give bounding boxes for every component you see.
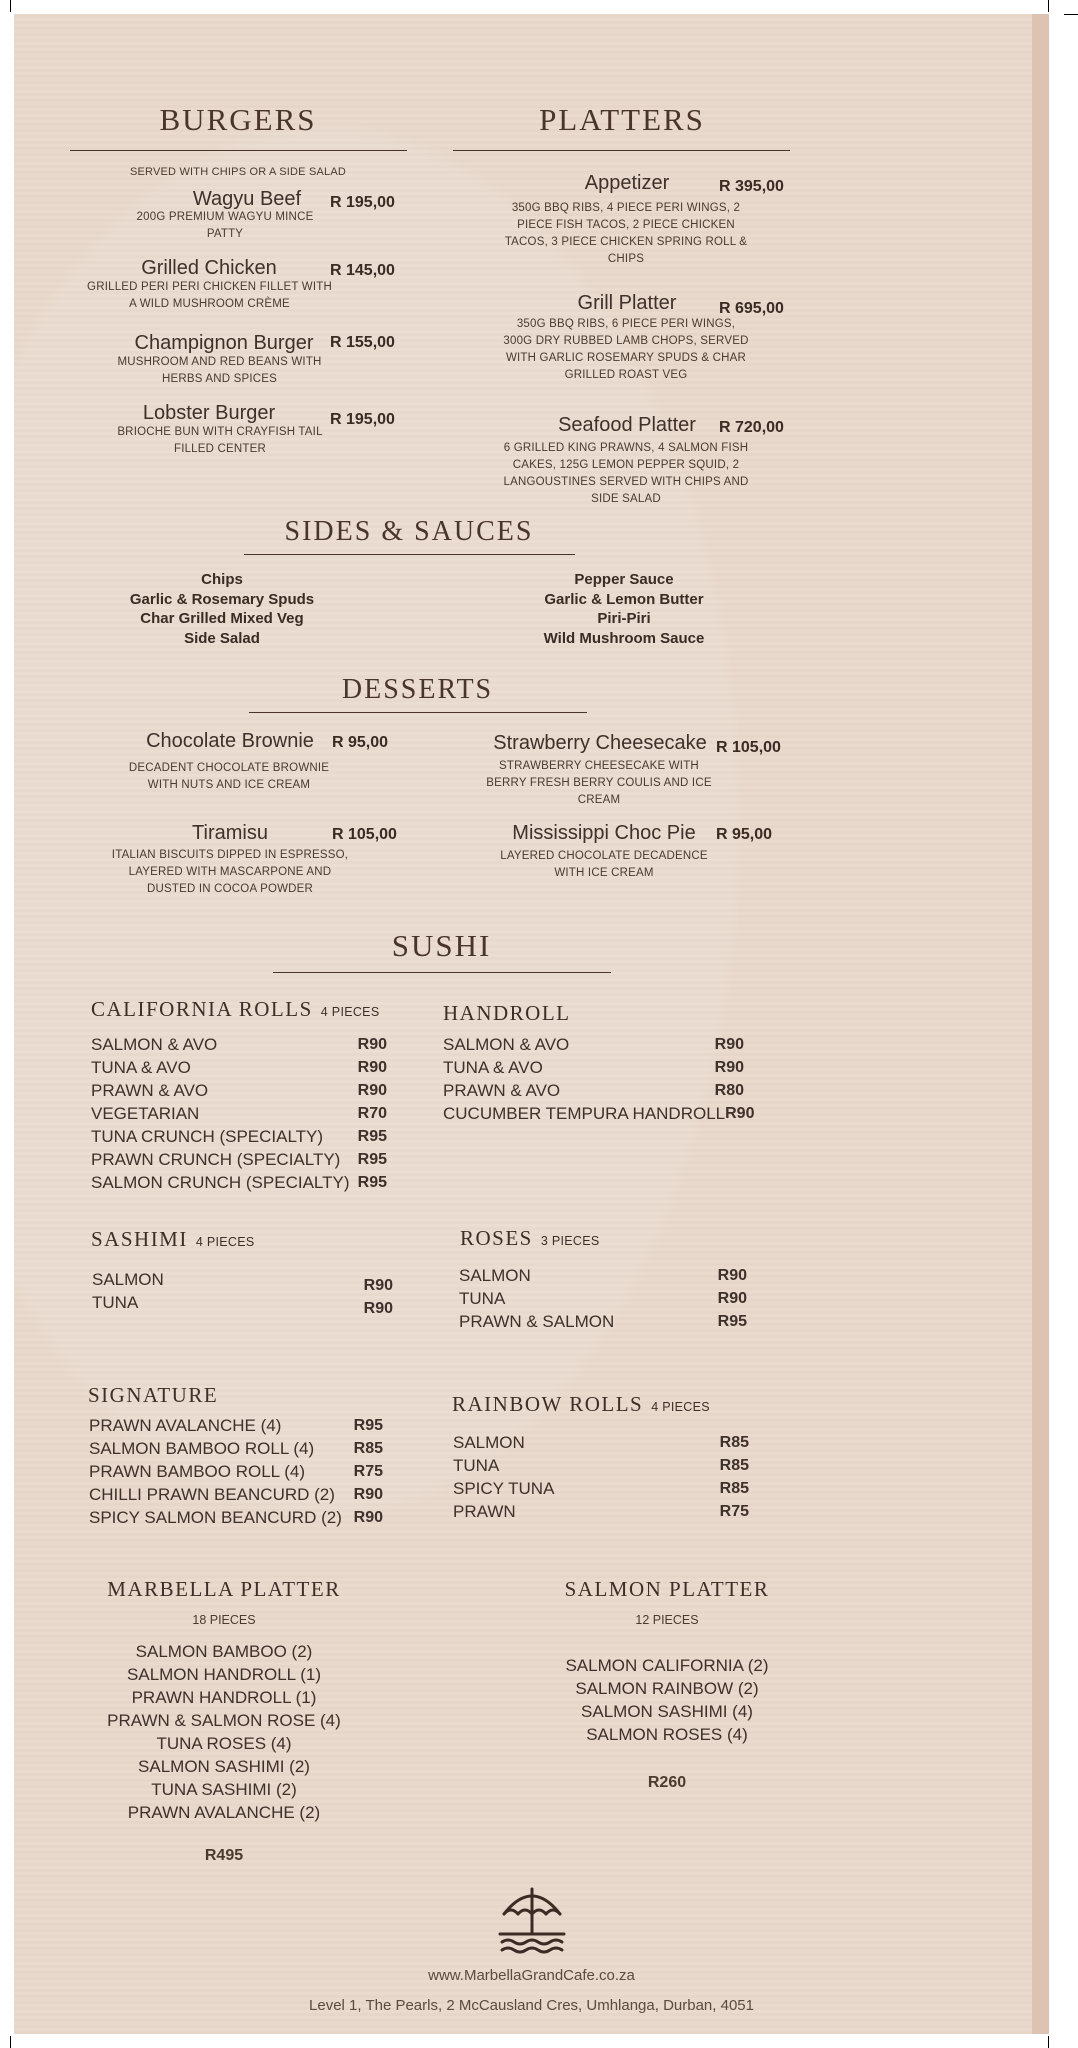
list-item: TUNA ROSES (4) bbox=[156, 1734, 292, 1753]
salmon-platter-heading bbox=[565, 1577, 770, 1602]
list-item bbox=[91, 1079, 387, 1102]
california-rolls-heading bbox=[91, 997, 379, 1022]
item-name: SALMON bbox=[459, 1266, 531, 1285]
item-name: CHILLI PRAWN BEANCURD (2) bbox=[89, 1485, 335, 1504]
item-name: TUNA & AVO bbox=[443, 1058, 543, 1077]
item-price: R90 bbox=[717, 1267, 747, 1284]
marbella-platter-price: R495 bbox=[204, 1847, 244, 1864]
dessert-item-desc: LAYERED CHOCOLATE DECADENCE WITH ICE CREAM bbox=[500, 850, 708, 879]
list-item bbox=[89, 1437, 383, 1460]
marbella-platter-pieces: 18 PIECES bbox=[192, 1613, 256, 1627]
dessert-item-name: Tiramisu bbox=[192, 822, 268, 844]
list-item bbox=[459, 1264, 747, 1287]
list-item bbox=[91, 1102, 387, 1125]
roses-heading bbox=[460, 1226, 600, 1251]
sauce-item: Garlic & Lemon Butter bbox=[544, 590, 704, 608]
platter-item-price: R 695,00 bbox=[719, 300, 784, 317]
item-name: TUNA bbox=[92, 1293, 139, 1312]
dessert-item-price: R 105,00 bbox=[332, 826, 397, 843]
sashimi-pieces: 4 PIECES bbox=[195, 1235, 255, 1249]
rainbow-rolls-pieces: 4 PIECES bbox=[651, 1400, 710, 1414]
item-price: R80 bbox=[714, 1082, 744, 1099]
signature-list bbox=[89, 1414, 383, 1529]
list-item: TUNA SASHIMI (2) bbox=[151, 1780, 297, 1799]
item-price: R90 bbox=[357, 1059, 387, 1076]
sauces-list bbox=[504, 570, 744, 648]
item-name: VEGETARIAN bbox=[91, 1104, 200, 1123]
list-item bbox=[443, 1033, 744, 1056]
footer-address: Level 1, The Pearls, 2 McCausland Cres, Umhlanga, Durban, 4051 bbox=[309, 1997, 754, 2014]
item-name: PRAWN CRUNCH (SPECIALTY) bbox=[91, 1150, 341, 1169]
item-name: SALMON & AVO bbox=[443, 1035, 570, 1054]
platters-title: PLATTERS bbox=[539, 102, 705, 137]
item-price: R85 bbox=[719, 1434, 749, 1451]
california-rolls-list bbox=[91, 1033, 387, 1194]
dessert-item-desc: DECADENT CHOCOLATE BROWNIE WITH NUTS AND ICE CREAM bbox=[128, 762, 330, 791]
salmon-platter-pieces: 12 PIECES bbox=[635, 1613, 699, 1627]
list-item bbox=[443, 1079, 744, 1102]
burgers-rule bbox=[70, 150, 407, 151]
list-item bbox=[89, 1414, 383, 1437]
sides-rule bbox=[244, 554, 575, 555]
dessert-item-desc: STRAWBERRY CHEESECAKE WITH BERRY FRESH BERRY COULIS AND ICE CREAM bbox=[486, 760, 712, 806]
sides-list bbox=[112, 570, 332, 648]
item-name: PRAWN AVALANCHE (4) bbox=[89, 1416, 282, 1435]
burger-item-name: Champignon Burger bbox=[134, 332, 314, 354]
item-price: R95 bbox=[353, 1417, 383, 1434]
list-item bbox=[89, 1506, 383, 1529]
sauce-item: Pepper Sauce bbox=[574, 571, 674, 588]
side-item: Chips bbox=[201, 571, 243, 588]
list-item: SALMON RAINBOW (2) bbox=[575, 1679, 759, 1698]
item-price: R90 bbox=[725, 1105, 755, 1122]
burger-item-name: Wagyu Beef bbox=[192, 188, 302, 210]
dessert-item-price: R 95,00 bbox=[332, 734, 389, 751]
platters-rule bbox=[453, 150, 790, 151]
california-rolls-pieces: 4 PIECES bbox=[320, 1005, 380, 1019]
dessert-item-name: Chocolate Brownie bbox=[146, 730, 314, 752]
list-item: SALMON HANDROLL (1) bbox=[127, 1665, 321, 1684]
list-item bbox=[453, 1454, 749, 1477]
item-price: R75 bbox=[719, 1503, 749, 1520]
footer-website: www.MarbellaGrandCafe.co.za bbox=[428, 1967, 635, 1984]
sauce-item: Piri-Piri bbox=[597, 610, 651, 627]
salmon-platter-title: SALMON PLATTER bbox=[564, 1577, 770, 1601]
platter-item-name: Seafood Platter bbox=[558, 414, 696, 436]
burger-item-desc: GRILLED PERI PERI CHICKEN FILLET WITH A WILD MUSHROOM CRÈME bbox=[87, 281, 332, 310]
burger-item-desc: 200G PREMIUM WAGYU MINCE PATTY bbox=[136, 211, 314, 240]
list-item bbox=[453, 1431, 749, 1454]
list-item bbox=[459, 1310, 747, 1333]
item-name: TUNA CRUNCH (SPECIALTY) bbox=[91, 1127, 324, 1146]
list-item: PRAWN AVALANCHE (2) bbox=[127, 1803, 321, 1822]
burger-item-price: R 155,00 bbox=[330, 334, 395, 351]
dessert-item-name: Strawberry Cheesecake bbox=[493, 732, 707, 754]
dessert-item-price: R 95,00 bbox=[716, 826, 773, 843]
list-item bbox=[459, 1287, 747, 1310]
item-name: SALMON CRUNCH (SPECIALTY) bbox=[91, 1173, 350, 1192]
crop-mark bbox=[1048, 0, 1049, 12]
list-item bbox=[91, 1171, 387, 1194]
rainbow-rolls-heading bbox=[452, 1392, 710, 1417]
item-price: R90 bbox=[353, 1486, 383, 1503]
sashimi-list bbox=[92, 1268, 393, 1317]
burger-item-name: Grilled Chicken bbox=[141, 257, 277, 279]
item-name: SALMON bbox=[453, 1433, 525, 1452]
item-price: R85 bbox=[719, 1457, 749, 1474]
list-item bbox=[443, 1102, 755, 1125]
burger-item-price: R 195,00 bbox=[330, 411, 395, 428]
page-edge-strip bbox=[1032, 14, 1049, 2034]
list-item bbox=[453, 1477, 749, 1500]
list-item bbox=[91, 1056, 387, 1079]
item-name: CUCUMBER TEMPURA HANDROLL bbox=[443, 1104, 726, 1123]
list-item: SALMON SASHIMI (4) bbox=[581, 1702, 753, 1721]
list-item bbox=[91, 1033, 387, 1056]
handroll-title: HANDROLL bbox=[443, 1001, 571, 1025]
side-item: Side Salad bbox=[184, 629, 260, 647]
side-item: Char Grilled Mixed Veg bbox=[140, 610, 304, 627]
item-price: R90 bbox=[357, 1082, 387, 1099]
platter-item-desc: 350G BBQ RIBS, 4 PIECE PERI WINGS, 2 PIECE FISH TACOS, 2 PIECE CHICKEN TACOS, 3 PIECE CHICKEN SPRING ROLL & CHIPS bbox=[504, 202, 748, 265]
list-item: SALMON BAMBOO (2) bbox=[135, 1642, 313, 1661]
item-price: R95 bbox=[717, 1313, 747, 1330]
desserts-title: DESSERTS bbox=[341, 674, 494, 705]
item-name: SALMON BAMBOO ROLL (4) bbox=[89, 1439, 315, 1458]
burger-item-desc: MUSHROOM AND RED BEANS WITH HERBS AND SPICES bbox=[117, 356, 322, 385]
dessert-item-name: Mississippi Choc Pie bbox=[512, 822, 696, 844]
platter-item-price: R 395,00 bbox=[719, 178, 784, 195]
sides-title: SIDES & SAUCES bbox=[284, 516, 534, 547]
sashimi-title: SASHIMI bbox=[91, 1227, 188, 1251]
sauce-item: Wild Mushroom Sauce bbox=[543, 629, 705, 647]
handroll-list bbox=[443, 1033, 755, 1125]
item-name: TUNA bbox=[459, 1289, 506, 1308]
item-name: PRAWN bbox=[453, 1502, 516, 1521]
california-rolls-title: CALIFORNIA ROLLS bbox=[91, 997, 313, 1021]
sushi-title: SUSHI bbox=[391, 928, 492, 963]
burger-item-price: R 145,00 bbox=[330, 262, 395, 279]
list-item bbox=[453, 1500, 749, 1523]
crop-mark bbox=[10, 0, 11, 12]
item-name: PRAWN & SALMON bbox=[459, 1312, 615, 1331]
platter-item-price: R 720,00 bbox=[719, 419, 784, 436]
marbella-platter-title: MARBELLA PLATTER bbox=[107, 1577, 341, 1601]
list-item bbox=[89, 1483, 383, 1506]
item-price: R95 bbox=[357, 1174, 387, 1191]
marbella-platter-list bbox=[74, 1640, 374, 1824]
burger-item-name: Lobster Burger bbox=[142, 402, 276, 424]
list-item: PRAWN HANDROLL (1) bbox=[131, 1688, 317, 1707]
list-item bbox=[91, 1125, 387, 1148]
sushi-rule bbox=[273, 972, 611, 973]
item-price: R85 bbox=[353, 1440, 383, 1457]
handroll-heading bbox=[443, 1001, 571, 1026]
item-price: R90 bbox=[717, 1290, 747, 1307]
dessert-item-desc: ITALIAN BISCUITS DIPPED IN ESPRESSO, LAYERED WITH MASCARPONE AND DUSTED IN COCOA POWDER bbox=[111, 849, 349, 895]
item-name: PRAWN & AVO bbox=[91, 1081, 209, 1100]
burgers-title: BURGERS bbox=[159, 102, 317, 137]
list-item: SALMON SASHIMI (2) bbox=[138, 1757, 310, 1776]
crop-mark bbox=[1064, 14, 1078, 15]
crop-mark bbox=[1048, 2036, 1049, 2048]
item-price: R70 bbox=[357, 1105, 387, 1122]
item-name: PRAWN & AVO bbox=[443, 1081, 561, 1100]
item-price: R95 bbox=[357, 1151, 387, 1168]
salmon-platter-price: R260 bbox=[647, 1774, 687, 1791]
burgers-subtitle: SERVED WITH CHIPS OR A SIDE SALAD bbox=[129, 166, 347, 178]
salmon-platter-list bbox=[517, 1654, 817, 1746]
burger-item-price: R 195,00 bbox=[330, 194, 395, 211]
list-item bbox=[92, 1291, 393, 1317]
platter-item-name: Grill Platter bbox=[577, 292, 677, 314]
item-price: R90 bbox=[353, 1509, 383, 1526]
item-name: SALMON & AVO bbox=[91, 1035, 218, 1054]
platter-item-desc: 6 GRILLED KING PRAWNS, 4 SALMON FISH CAKES, 125G LEMON PEPPER SQUID, 2 LANGOUSTINES SERVED WITH CHIPS AND SIDE SALAD bbox=[503, 442, 749, 505]
list-item bbox=[92, 1268, 393, 1294]
list-item: SALMON CALIFORNIA (2) bbox=[565, 1656, 769, 1675]
sashimi-heading bbox=[91, 1227, 255, 1252]
dessert-item-price: R 105,00 bbox=[716, 739, 781, 756]
platter-item-name: Appetizer bbox=[584, 172, 670, 194]
roses-title: ROSES bbox=[460, 1226, 533, 1250]
burger-item-desc: BRIOCHE BUN WITH CRAYFISH TAIL FILLED CENTER bbox=[117, 426, 323, 455]
roses-list bbox=[459, 1264, 747, 1333]
item-name: TUNA bbox=[453, 1456, 500, 1475]
platter-item-desc: 350G BBQ RIBS, 6 PIECE PERI WINGS, 300G DRY RUBBED LAMB CHOPS, SERVED WITH GARLIC ROSEMARY SPUDS & CHAR GRILLED ROAST VEG bbox=[503, 318, 749, 381]
marbella-platter-heading bbox=[74, 1577, 374, 1602]
item-name: SALMON bbox=[92, 1270, 164, 1289]
item-name: PRAWN BAMBOO ROLL (4) bbox=[89, 1462, 305, 1481]
list-item bbox=[89, 1460, 383, 1483]
rainbow-rolls-title: RAINBOW ROLLS bbox=[452, 1392, 644, 1416]
menu-page bbox=[14, 14, 1049, 2034]
item-price: R85 bbox=[719, 1480, 749, 1497]
item-price: R90 bbox=[714, 1036, 744, 1053]
crop-mark bbox=[10, 2036, 11, 2048]
item-price: R90 bbox=[357, 1036, 387, 1053]
signature-title: SIGNATURE bbox=[88, 1383, 219, 1407]
list-item: SALMON ROSES (4) bbox=[586, 1725, 748, 1744]
list-item bbox=[91, 1148, 387, 1171]
umbrella-waves-icon bbox=[494, 1884, 570, 1965]
item-name: SPICY SALMON BEANCURD (2) bbox=[89, 1508, 342, 1527]
signature-heading bbox=[88, 1383, 218, 1408]
item-price: R90 bbox=[714, 1059, 744, 1076]
list-item: PRAWN & SALMON ROSE (4) bbox=[107, 1711, 341, 1730]
list-item bbox=[443, 1056, 744, 1079]
item-price: R95 bbox=[357, 1128, 387, 1145]
item-name: SPICY TUNA bbox=[453, 1479, 555, 1498]
item-price: R90 bbox=[363, 1300, 393, 1317]
item-price: R75 bbox=[353, 1463, 383, 1480]
rainbow-rolls-list bbox=[453, 1431, 749, 1523]
side-item: Garlic & Rosemary Spuds bbox=[129, 590, 315, 608]
item-price: R90 bbox=[363, 1277, 393, 1294]
item-name: TUNA & AVO bbox=[91, 1058, 191, 1077]
roses-pieces: 3 PIECES bbox=[540, 1234, 600, 1248]
desserts-rule bbox=[249, 712, 587, 713]
